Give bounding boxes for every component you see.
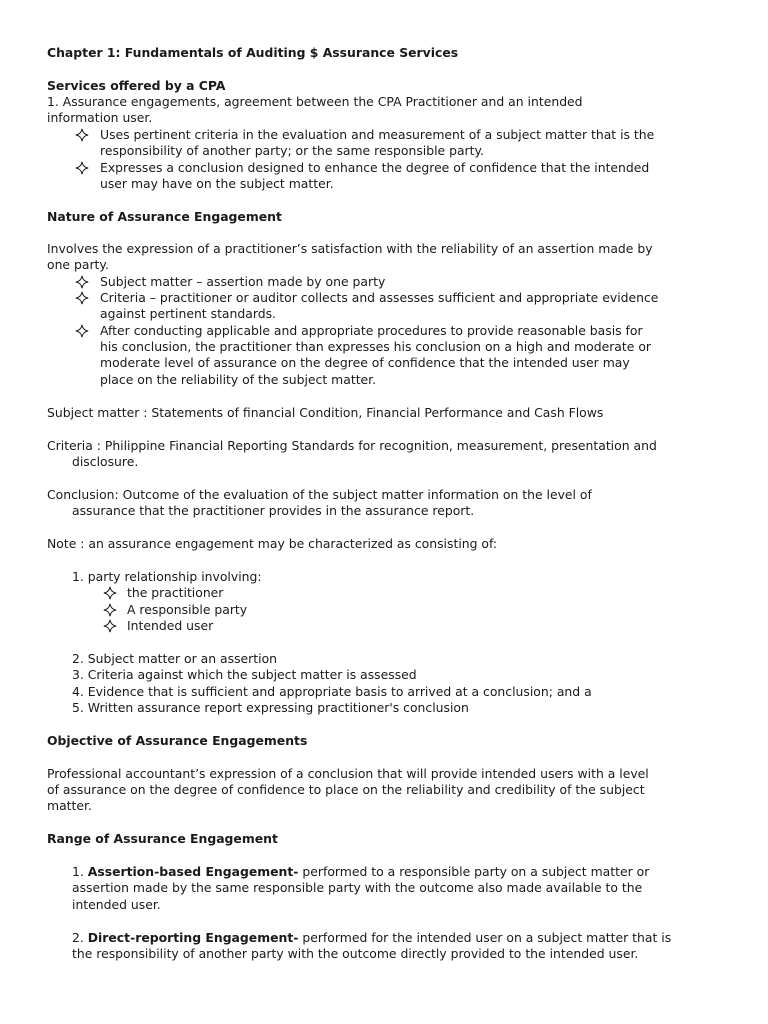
range-item-cont: intended user. <box>72 897 161 912</box>
diamond-bullet-icon <box>75 161 89 175</box>
diamond-bullet-icon <box>103 619 117 633</box>
paragraph-line: of assurance on the degree of confidence to place on the reliability and credibility of the subject <box>47 782 645 797</box>
range-item-cont: the responsibility of another party with the outcome directly provided to the intended user. <box>72 946 639 961</box>
range-item-number: 2. <box>72 930 88 945</box>
list-item: 1. party relationship involving: <box>72 569 262 584</box>
range-item-cont: assertion made by the same responsible party with the outcome also made available to the <box>72 880 643 895</box>
bullet-line: Uses pertinent criteria in the evaluation and measurement of a subject matter that is the <box>100 127 655 142</box>
section-heading-objective: Objective of Assurance Engagements <box>47 733 308 748</box>
range-item-term: Direct-reporting Engagement- <box>87 930 299 945</box>
paragraph-line: matter. <box>47 798 92 813</box>
list-item: 4. Evidence that is sufficient and appropriate basis to arrived at a conclusion; and a <box>72 684 592 699</box>
diamond-bullet-icon <box>103 586 117 600</box>
bullet-line: Subject matter – assertion made by one party <box>100 274 386 289</box>
section-heading-range: Range of Assurance Engagement <box>47 831 278 846</box>
paragraph-line: 1. Assurance engagements, agreement between the CPA Practitioner and an intended <box>47 94 583 109</box>
bullet-line: moderate level of assurance on the degree of confidence that the intended user may <box>100 355 630 370</box>
paragraph-line: Involves the expression of a practitioner’s satisfaction with the reliability of an assertion made by <box>47 241 653 256</box>
section-heading-nature: Nature of Assurance Engagement <box>47 209 282 224</box>
note-line: Note : an assurance engagement may be characterized as consisting of: <box>47 536 498 551</box>
list-item: 5. Written assurance report expressing practitioner's conclusion <box>72 700 469 715</box>
bullet-line: place on the reliability of the subject matter. <box>100 372 377 387</box>
bullet-line: against pertinent standards. <box>100 306 276 321</box>
list-item: 3. Criteria against which the subject matter is assessed <box>72 667 417 682</box>
bullet-line: responsibility of another party; or the same responsible party. <box>100 143 484 158</box>
list-item: 2. Subject matter or an assertion <box>72 651 278 666</box>
criteria-definition: Criteria : Philippine Financial Reporting Standards for recognition, measurement, presentation and <box>47 438 657 453</box>
paragraph-line: Professional accountant’s expression of a conclusion that will provide intended users with a level <box>47 766 649 781</box>
range-item <box>72 864 649 880</box>
sub-bullet-line: Intended user <box>127 618 214 633</box>
conclusion-definition: Conclusion: Outcome of the evaluation of the subject matter information on the level of <box>47 487 592 502</box>
range-item-text: performed for the intended user on a subject matter that is <box>298 930 672 945</box>
diamond-bullet-icon <box>75 275 89 289</box>
paragraph-line: information user. <box>47 110 153 125</box>
sub-bullet-line: the practitioner <box>127 585 224 600</box>
diamond-bullet-icon <box>75 324 89 338</box>
range-item-number: 1. <box>72 864 88 879</box>
range-item <box>72 930 671 946</box>
section-heading-services: Services offered by a CPA <box>47 78 226 93</box>
bullet-line: After conducting applicable and appropriate procedures to provide reasonable basis for <box>100 323 643 338</box>
document-title: Chapter 1: Fundamentals of Auditing $ Assurance Services <box>47 45 459 60</box>
diamond-bullet-icon <box>103 603 117 617</box>
bullet-line: his conclusion, the practitioner than expresses his conclusion on a high and moderate or <box>100 339 651 354</box>
subject-matter-definition: Subject matter : Statements of financial Condition, Financial Performance and Cash Flows <box>47 405 604 420</box>
range-item-term: Assertion-based Engagement- <box>87 864 299 879</box>
bullet-line: Criteria – practitioner or auditor collects and assesses sufficient and appropriate evidence <box>100 290 659 305</box>
diamond-bullet-icon <box>75 128 89 142</box>
bullet-line: Expresses a conclusion designed to enhance the degree of confidence that the intended <box>100 160 650 175</box>
criteria-definition-cont: disclosure. <box>72 454 139 469</box>
diamond-bullet-icon <box>75 291 89 305</box>
range-item-text: performed to a responsible party on a subject matter or <box>298 864 650 879</box>
bullet-line: user may have on the subject matter. <box>100 176 334 191</box>
conclusion-definition-cont: assurance that the practitioner provides in the assurance report. <box>72 503 475 518</box>
paragraph-line: one party. <box>47 257 109 272</box>
sub-bullet-line: A responsible party <box>127 602 248 617</box>
